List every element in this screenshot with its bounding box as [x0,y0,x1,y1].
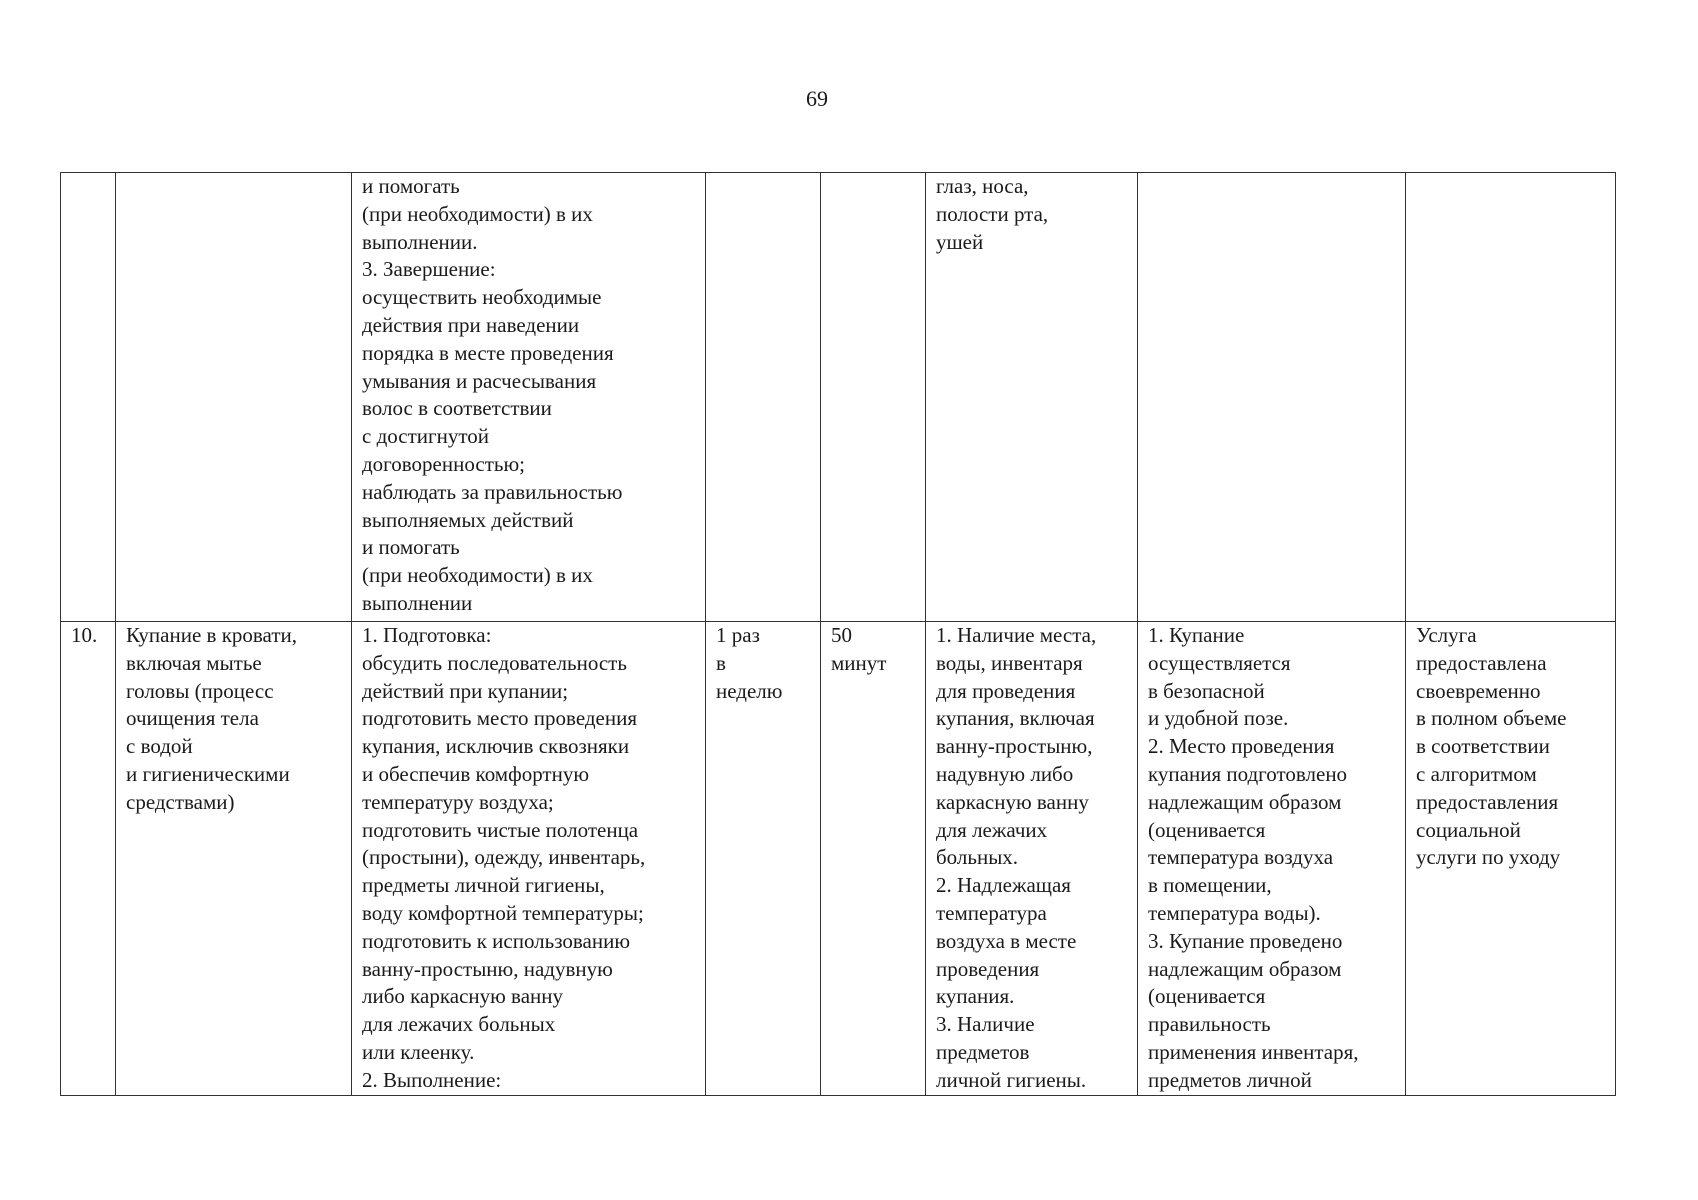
cell-number [61,173,116,622]
cell-duration [821,173,926,622]
cell-service-name [116,173,352,622]
cell-quality: 1. Купание осуществляется в безопасной и удобной позе. 2. Место проведения купания подготовлено надлежащим образом (оценивается температура воздуха в помещении, температура воды). 3. Купание проведено надлежащим образом (оценивается правильность применения инвентаря, предметов личной [1138,622,1406,1096]
cell-conditions: 1. Наличие места, воды, инвентаря для проведения купания, включая ванну-простыню, надувную либо каркасную ванну для лежачих больных. 2. Надлежащая температура воздуха в месте проведения купания. 3. Наличие предметов личной гигиены. [926,622,1138,1096]
cell-number: 10. [61,622,116,1096]
cell-steps: 1. Подготовка: обсудить последовательность действий при купании; подготовить место проведения купания, исключив сквозняки и обеспечив комфортную температуру воздуха; подготовить чистые полотенца (простыни), одежду, инвентарь, предметы личной гигиены, воду комфортной температуры; подготовить к использованию ванну-простыню, надувную либо каркасную ванну для лежачих больных или клеенку. 2. Выполнение: [352,622,706,1096]
cell-steps: и помогать (при необходимости) в их выполнении. 3. Завершение: осуществить необходимые действия при наведении порядка в месте проведения умывания и расчесывания волос в соответствии с достигнутой договоренностью; наблюдать за правильностью выполняемых действий и помогать (при необходимости) в их выполнении [352,173,706,622]
table-row [61,622,1616,1096]
table-row [61,173,1616,622]
cell-frequency: 1 раз в неделю [706,622,821,1096]
cell-service-name: Купание в кровати, включая мытье головы (процесс очищения тела с водой и гигиеническими средствами) [116,622,352,1096]
services-table [60,172,1616,1096]
cell-conditions: глаз, носа, полости рта, ушей [926,173,1138,622]
page-number: 69 [806,86,828,111]
cell-result [1406,173,1616,622]
cell-frequency [706,173,821,622]
cell-duration: 50 минут [821,622,926,1096]
cell-quality [1138,173,1406,622]
cell-result: Услуга предоставлена своевременно в полном объеме в соответствии с алгоритмом предоставления социальной услуги по уходу [1406,622,1616,1096]
